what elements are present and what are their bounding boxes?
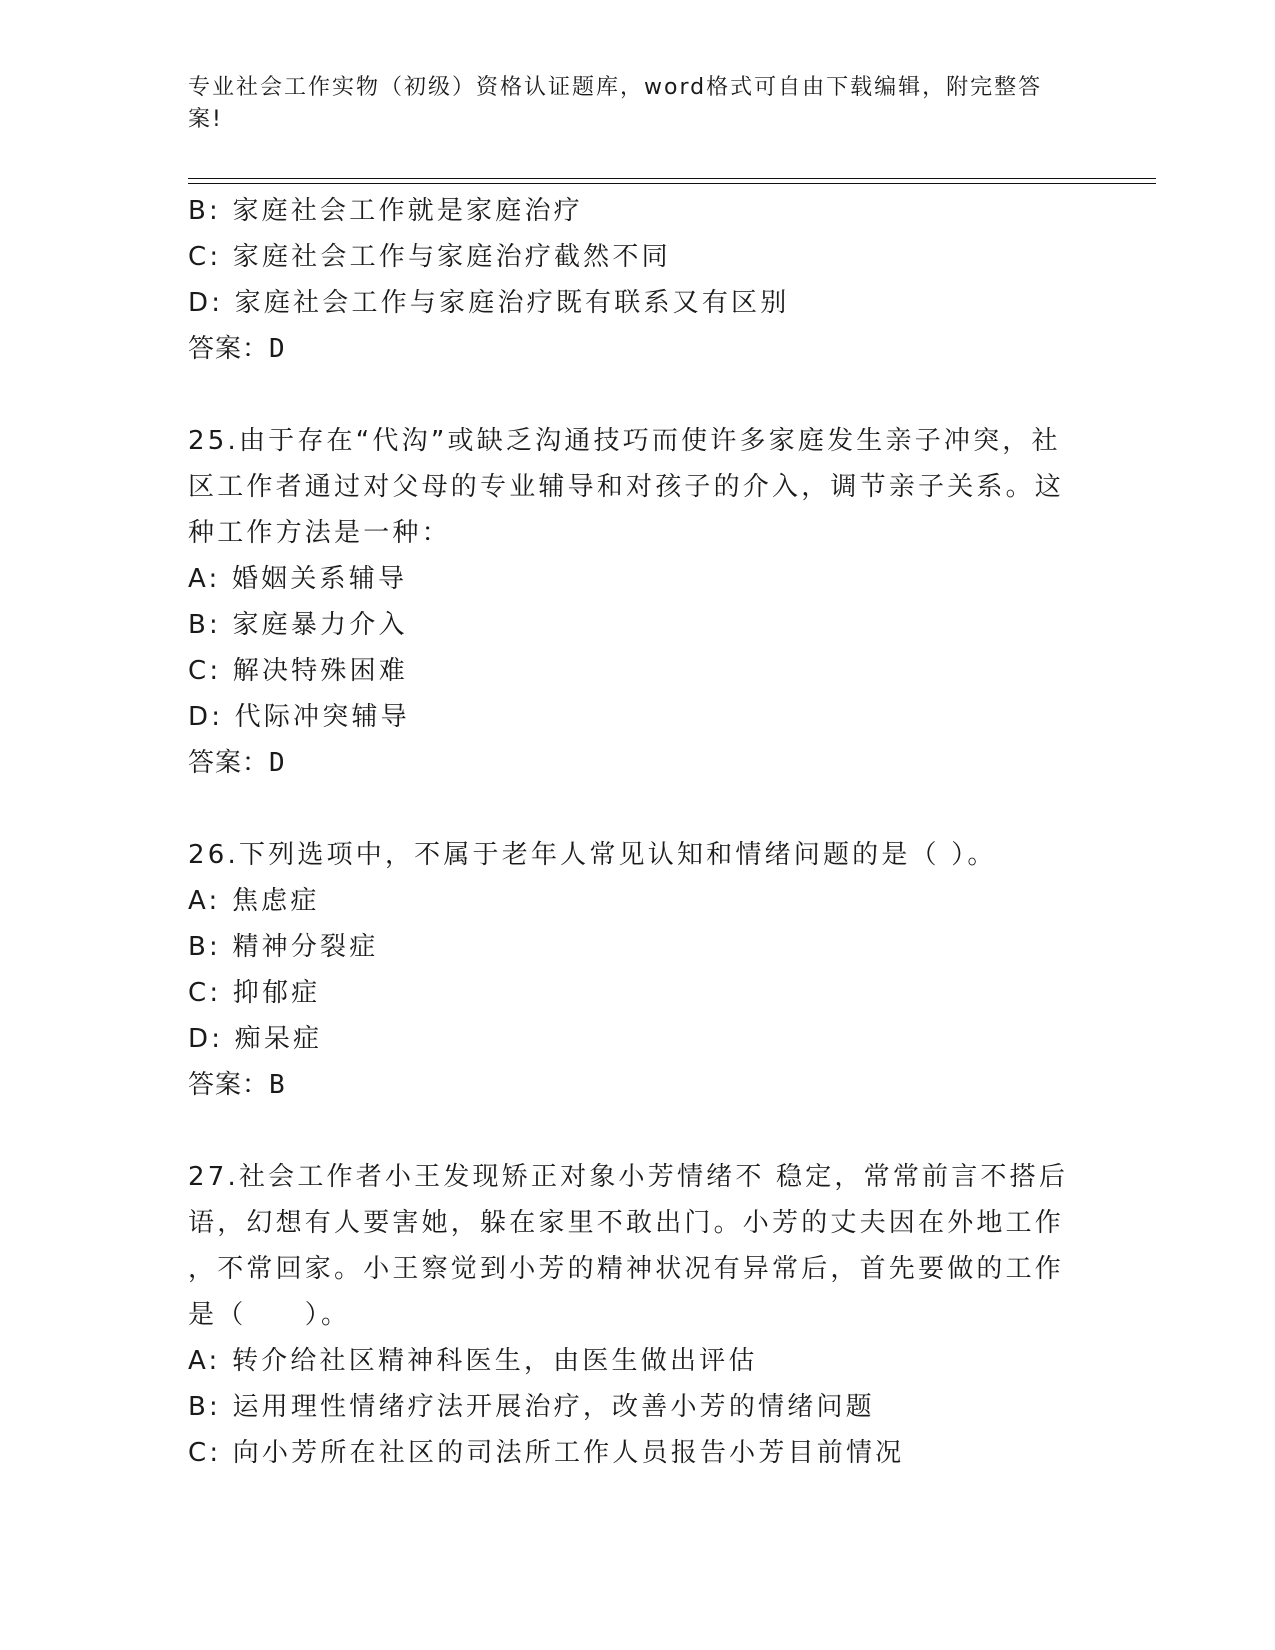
option-a: A: 婚姻关系辅导 bbox=[188, 564, 408, 594]
option-d: D: 代际冲突辅导 bbox=[188, 702, 410, 732]
question-stem-line: ，不常回家。小王察觉到小芳的精神状况有异常后，首先要做的工作 bbox=[188, 1254, 1065, 1284]
option-c: C: 向小芳所在社区的司法所工作人员报告小芳目前情况 bbox=[188, 1438, 905, 1468]
answer-line: 答案：B bbox=[188, 1070, 286, 1100]
option-a: A: 焦虑症 bbox=[188, 886, 320, 916]
question-25 bbox=[188, 418, 1088, 786]
header-divider-top bbox=[188, 178, 1156, 179]
question-stem-line: 区工作者通过对父母的专业辅导和对孩子的介入，调节亲子关系。这 bbox=[188, 472, 1065, 502]
question-stem-line: 26.下列选项中，不属于老年人常见认知和情绪问题的是（ ）。 bbox=[188, 840, 997, 870]
prev-question-tail bbox=[188, 188, 1088, 372]
option-c: C: 家庭社会工作与家庭治疗截然不同 bbox=[188, 242, 671, 272]
question-stem-line: 种工作方法是一种： bbox=[188, 518, 451, 548]
option-b: B: 运用理性情绪疗法开展治疗，改善小芳的情绪问题 bbox=[188, 1392, 875, 1422]
document-header bbox=[188, 72, 1068, 136]
header-divider-bottom bbox=[188, 183, 1156, 184]
option-c: C: 抑郁症 bbox=[188, 978, 321, 1008]
option-a: A: 转介给社区精神科医生，由医生做出评估 bbox=[188, 1346, 758, 1376]
option-d: D: 痴呆症 bbox=[188, 1024, 323, 1054]
question-stem-line: 25.由于存在“代沟”或缺乏沟通技巧而使许多家庭发生亲子冲突，社 bbox=[188, 426, 1061, 456]
question-stem-line: 语，幻想有人要害她，躲在家里不敢出门。小芳的丈夫因在外地工作 bbox=[188, 1208, 1065, 1238]
question-27 bbox=[188, 1154, 1088, 1476]
question-stem-line: 是（ ）。 bbox=[188, 1300, 351, 1330]
header-line-1: 专业社会工作实物（初级）资格认证题库，word格式可自由下载编辑，附完整答 bbox=[188, 75, 1043, 100]
option-b: B: 家庭暴力介入 bbox=[188, 610, 408, 640]
answer-line: 答案：D bbox=[188, 748, 286, 778]
option-b: B: 家庭社会工作就是家庭治疗 bbox=[188, 196, 583, 226]
option-c: C: 解决特殊困难 bbox=[188, 656, 408, 686]
header-line-2: 案! bbox=[188, 107, 223, 132]
answer-line: 答案：D bbox=[188, 334, 286, 364]
question-list bbox=[188, 188, 1088, 1476]
question-stem-line: 27.社会工作者小王发现矫正对象小芳情绪不 稳定，常常前言不搭后 bbox=[188, 1162, 1069, 1192]
option-b: B: 精神分裂症 bbox=[188, 932, 379, 962]
option-d: D: 家庭社会工作与家庭治疗既有联系又有区别 bbox=[188, 288, 790, 318]
question-26 bbox=[188, 832, 1088, 1108]
